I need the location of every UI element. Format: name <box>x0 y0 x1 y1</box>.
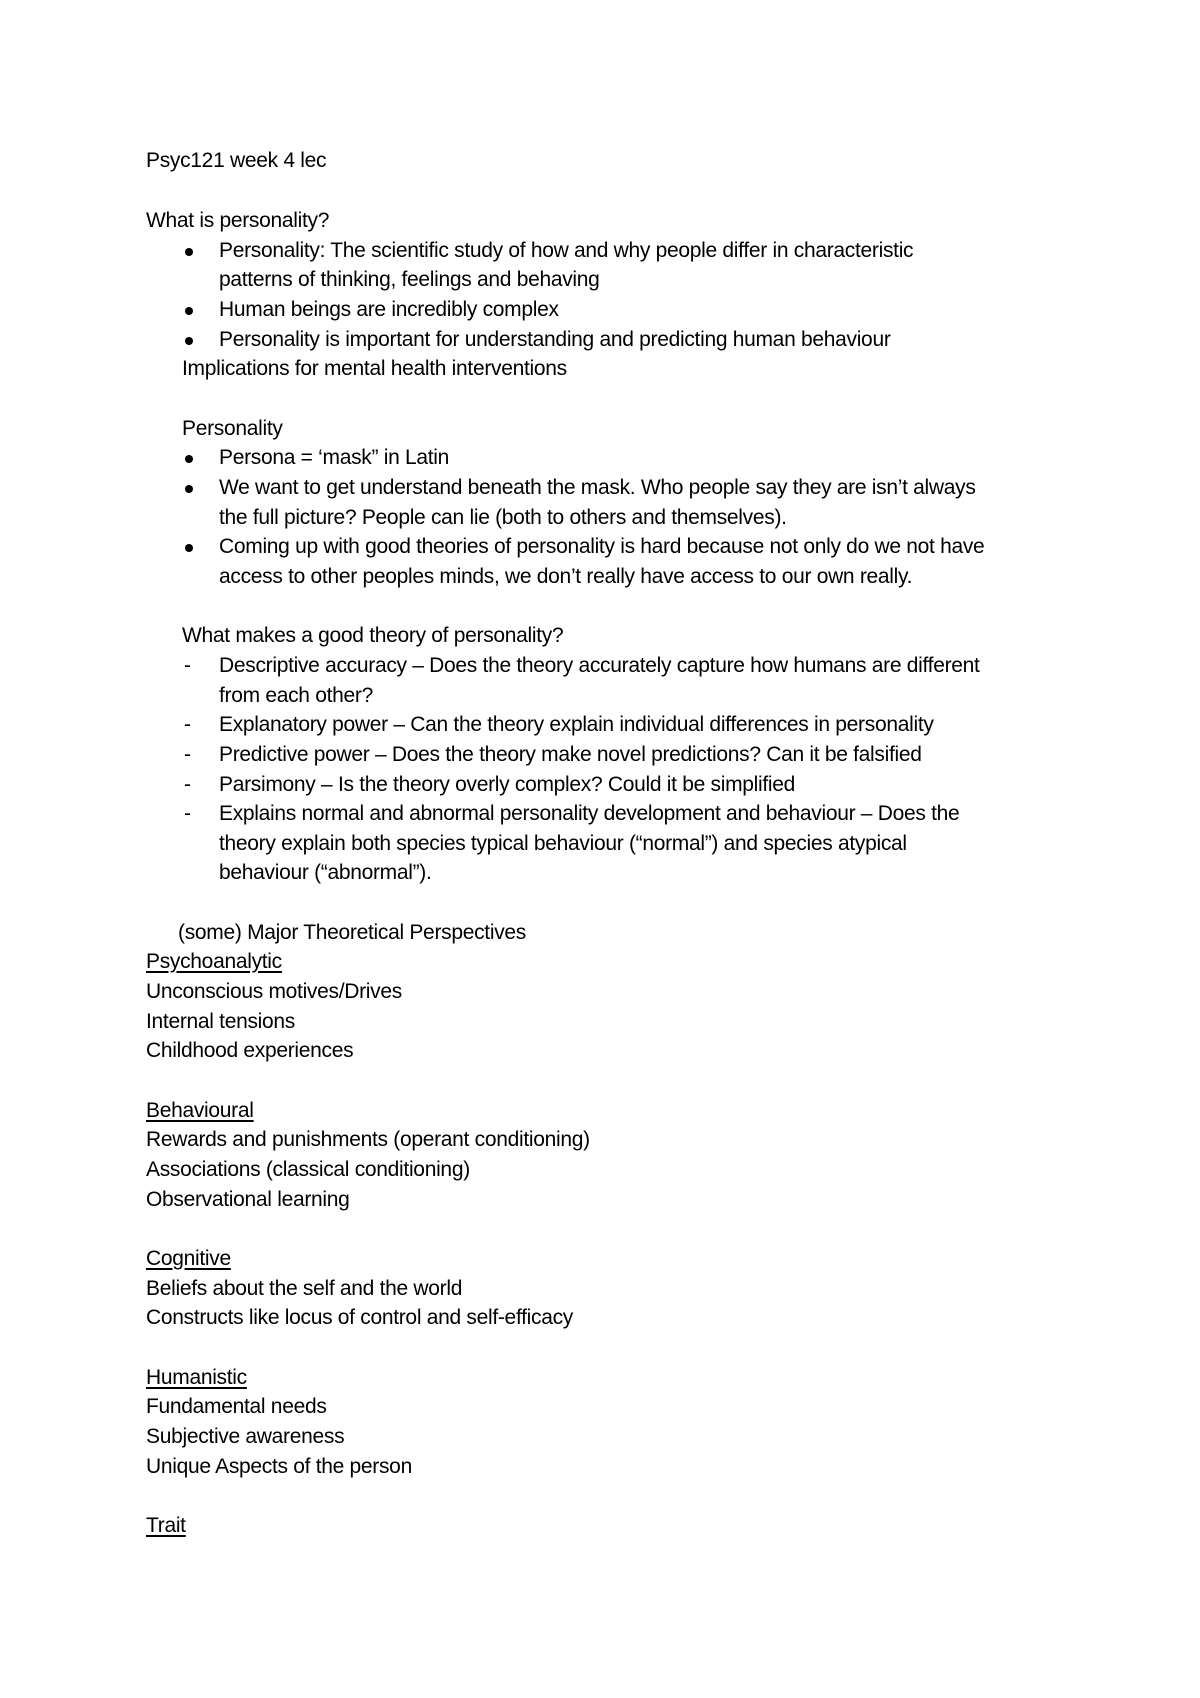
perspective-title: Behavioural <box>146 1099 254 1122</box>
document-title: Psyc121 week 4 lec <box>146 149 327 172</box>
dash-item-text: Predictive power – Does the theory make novel predictions? Can it be falsified <box>219 743 922 766</box>
bullet-text-continued: patterns of thinking, feelings and behaving <box>219 268 600 291</box>
dash-item-text-continued: from each other? <box>219 684 373 707</box>
bullet-icon <box>185 544 193 552</box>
perspective-line: Associations (classical conditioning) <box>146 1158 470 1181</box>
perspective-title: Humanistic <box>146 1366 247 1389</box>
perspective-line: Internal tensions <box>146 1010 295 1033</box>
bullet-text: Coming up with good theories of personality is hard because not only do we not have <box>219 535 985 558</box>
bullet-text-continued: access to other peoples minds, we don’t really have access to our own really. <box>219 565 913 588</box>
dash-marker: - <box>184 743 191 766</box>
bullet-text: Personality is important for understanding and predicting human behaviour <box>219 328 891 351</box>
bullet-text: Personality: The scientific study of how and why people differ in characteristic <box>219 239 914 262</box>
dash-marker: - <box>184 802 191 825</box>
dash-marker: - <box>184 654 191 677</box>
bullet-text-continued: the full picture? People can lie (both to others and themselves). <box>219 506 787 529</box>
section-heading: Personality <box>182 417 283 440</box>
bullet-text: Human beings are incredibly complex <box>219 298 559 321</box>
perspective-title: Cognitive <box>146 1247 231 1270</box>
section-heading: What makes a good theory of personality? <box>182 624 564 647</box>
dash-item-text: Descriptive accuracy – Does the theory accurately capture how humans are different <box>219 654 980 677</box>
perspective-title: Trait <box>146 1514 186 1537</box>
bullet-icon <box>185 307 193 315</box>
bullet-icon <box>185 455 193 463</box>
bullet-icon <box>185 248 193 256</box>
bullet-text: We want to get understand beneath the mask. Who people say they are isn’t always <box>219 476 976 499</box>
dash-item-text: Parsimony – Is the theory overly complex? Could it be simplified <box>219 773 796 796</box>
section-heading: (some) Major Theoretical Perspectives <box>178 921 526 944</box>
perspective-line: Unique Aspects of the person <box>146 1455 412 1478</box>
dash-item-text: Explanatory power – Can the theory explain individual differences in personality <box>219 713 934 736</box>
perspective-line: Constructs like locus of control and self-efficacy <box>146 1306 573 1329</box>
paragraph-line: Implications for mental health interventions <box>182 357 567 380</box>
perspective-line: Rewards and punishments (operant conditioning) <box>146 1128 590 1151</box>
bullet-icon <box>185 485 193 493</box>
dash-marker: - <box>184 773 191 796</box>
dash-item-text-continued: behaviour (“abnormal”). <box>219 861 432 884</box>
bullet-icon <box>185 337 193 345</box>
section-heading: What is personality? <box>146 209 330 232</box>
perspective-line: Unconscious motives/Drives <box>146 980 402 1003</box>
perspective-line: Subjective awareness <box>146 1425 345 1448</box>
dash-marker: - <box>184 713 191 736</box>
perspective-line: Fundamental needs <box>146 1395 327 1418</box>
perspective-line: Childhood experiences <box>146 1039 354 1062</box>
perspective-title: Psychoanalytic <box>146 950 282 973</box>
perspective-line: Observational learning <box>146 1188 350 1211</box>
dash-item-text-continued: theory explain both species typical behaviour (“normal”) and species atypical <box>219 832 907 855</box>
perspective-line: Beliefs about the self and the world <box>146 1277 463 1300</box>
bullet-text: Persona = ‘mask” in Latin <box>219 446 450 469</box>
dash-item-text: Explains normal and abnormal personality development and behaviour – Does the <box>219 802 960 825</box>
